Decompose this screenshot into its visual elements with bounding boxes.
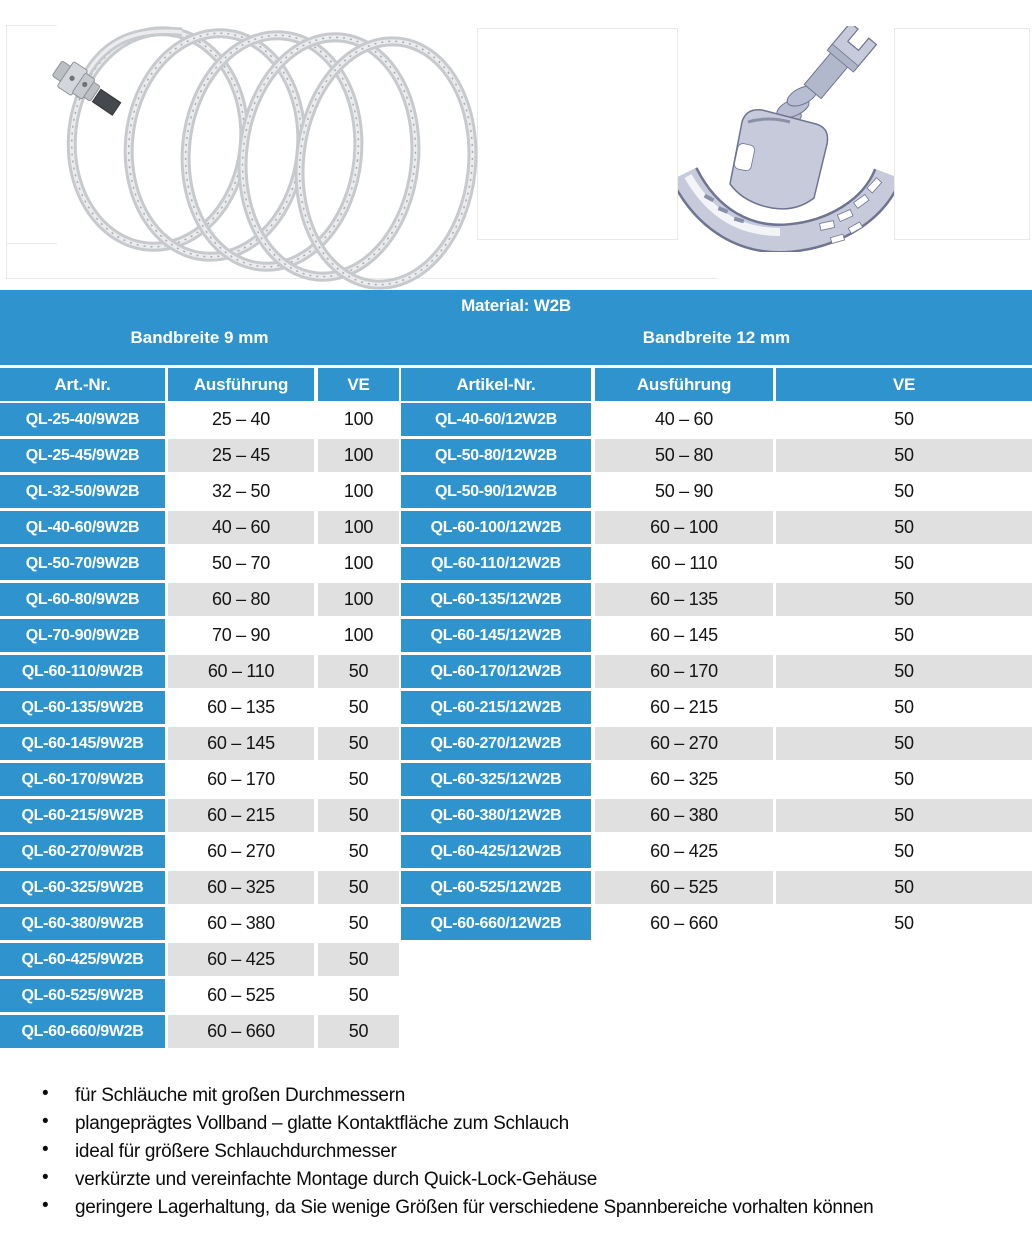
clamping-range-cell: 60 – 380 bbox=[595, 799, 773, 832]
article-number-cell: QL-50-90/12W2B bbox=[401, 475, 591, 508]
table-row bbox=[401, 439, 1032, 472]
article-number-cell: QL-40-60/12W2B bbox=[401, 403, 591, 436]
table-row bbox=[401, 403, 1032, 436]
table-bandwidth-12mm bbox=[401, 368, 1032, 943]
packaging-unit-cell: 50 bbox=[318, 763, 399, 796]
clamping-range-cell: 60 – 525 bbox=[595, 871, 773, 904]
article-number-cell: QL-60-525/12W2B bbox=[401, 871, 591, 904]
column-header-row bbox=[401, 368, 1032, 401]
table-row bbox=[401, 727, 1032, 760]
article-number-cell: QL-60-270/9W2B bbox=[0, 835, 165, 868]
article-number-cell: QL-60-425/9W2B bbox=[0, 943, 165, 976]
clamping-range-cell: 60 – 525 bbox=[168, 979, 314, 1012]
clamping-range-cell: 60 – 170 bbox=[168, 763, 314, 796]
table-row bbox=[0, 691, 399, 724]
feature-text: geringere Lagerhaltung, da Sie wenige Größen für verschiedene Spannbereiche vorhalten können bbox=[75, 1197, 874, 1218]
packaging-unit-cell: 50 bbox=[776, 439, 1032, 472]
clamping-range-cell: 60 – 100 bbox=[595, 511, 773, 544]
clamping-range-cell: 60 – 135 bbox=[168, 691, 314, 724]
feature-item bbox=[36, 1195, 996, 1218]
article-number-cell: QL-70-90/9W2B bbox=[0, 619, 165, 652]
article-number-cell: QL-60-170/12W2B bbox=[401, 655, 591, 688]
band-clamp-image bbox=[30, 5, 490, 290]
clamping-range-cell: 60 – 80 bbox=[168, 583, 314, 616]
article-number-cell: QL-60-380/12W2B bbox=[401, 799, 591, 832]
article-number-cell: QL-32-50/9W2B bbox=[0, 475, 165, 508]
table-row bbox=[0, 799, 399, 832]
clamping-range-cell: 60 – 215 bbox=[595, 691, 773, 724]
packaging-unit-cell: 50 bbox=[776, 547, 1032, 580]
packaging-unit-cell: 100 bbox=[318, 403, 399, 436]
column-header: VE bbox=[776, 368, 1032, 401]
empty-frame-middle bbox=[477, 28, 678, 240]
article-number-cell: QL-60-145/12W2B bbox=[401, 619, 591, 652]
bullet-icon: • bbox=[42, 1195, 49, 1216]
table-row bbox=[0, 763, 399, 796]
clamping-range-cell: 60 – 110 bbox=[595, 547, 773, 580]
clamping-range-cell: 60 – 325 bbox=[168, 871, 314, 904]
packaging-unit-cell: 50 bbox=[776, 475, 1032, 508]
article-number-cell: QL-60-660/12W2B bbox=[401, 907, 591, 940]
table-row bbox=[401, 475, 1032, 508]
table-row bbox=[401, 691, 1032, 724]
bullet-icon: • bbox=[42, 1167, 49, 1188]
table-row bbox=[401, 547, 1032, 580]
clamping-range-cell: 60 – 110 bbox=[168, 655, 314, 688]
packaging-unit-cell: 50 bbox=[318, 1015, 399, 1048]
clamping-range-cell: 60 – 215 bbox=[168, 799, 314, 832]
bullet-icon: • bbox=[42, 1111, 49, 1132]
table-row bbox=[401, 619, 1032, 652]
table-row bbox=[0, 511, 399, 544]
article-number-cell: QL-60-215/9W2B bbox=[0, 799, 165, 832]
packaging-unit-cell: 50 bbox=[776, 655, 1032, 688]
packaging-unit-cell: 100 bbox=[318, 511, 399, 544]
clamping-range-cell: 60 – 425 bbox=[168, 943, 314, 976]
product-images-section bbox=[0, 0, 1032, 290]
frame-left-edge bbox=[6, 25, 7, 278]
article-number-cell: QL-60-145/9W2B bbox=[0, 727, 165, 760]
column-header: Artikel-Nr. bbox=[401, 368, 591, 401]
table-row bbox=[0, 475, 399, 508]
packaging-unit-cell: 100 bbox=[318, 583, 399, 616]
table-row bbox=[0, 403, 399, 436]
cad-screw bbox=[804, 26, 876, 99]
feature-text: ideal für größere Schlauchdurchmesser bbox=[75, 1141, 397, 1162]
packaging-unit-cell: 50 bbox=[776, 583, 1032, 616]
article-number-cell: QL-60-270/12W2B bbox=[401, 727, 591, 760]
article-number-cell: QL-60-380/9W2B bbox=[0, 907, 165, 940]
packaging-unit-cell: 50 bbox=[776, 403, 1032, 436]
packaging-unit-cell: 50 bbox=[318, 691, 399, 724]
article-number-cell: QL-60-100/12W2B bbox=[401, 511, 591, 544]
cad-housing-body bbox=[730, 110, 828, 209]
article-number-cell: QL-60-425/12W2B bbox=[401, 835, 591, 868]
clamping-range-cell: 60 – 380 bbox=[168, 907, 314, 940]
clamping-range-cell: 40 – 60 bbox=[168, 511, 314, 544]
group-header-9mm: Bandbreite 9 mm bbox=[130, 328, 269, 347]
clamping-range-cell: 25 – 45 bbox=[168, 439, 314, 472]
column-header: Art.-Nr. bbox=[0, 368, 165, 401]
packaging-unit-cell: 50 bbox=[776, 763, 1032, 796]
table-row bbox=[401, 907, 1032, 940]
article-number-cell: QL-60-135/9W2B bbox=[0, 691, 165, 724]
clamping-range-cell: 60 – 660 bbox=[595, 907, 773, 940]
table-title-band bbox=[0, 290, 1032, 365]
empty-frame-right bbox=[894, 28, 1030, 240]
article-number-cell: QL-50-80/12W2B bbox=[401, 439, 591, 472]
column-header: Ausführung bbox=[168, 368, 314, 401]
clamping-range-cell: 50 – 90 bbox=[595, 475, 773, 508]
packaging-unit-cell: 100 bbox=[318, 547, 399, 580]
packaging-unit-cell: 50 bbox=[776, 727, 1032, 760]
clamping-range-cell: 60 – 135 bbox=[595, 583, 773, 616]
table-bandwidth-9mm bbox=[0, 368, 399, 1051]
feature-text: verkürzte und vereinfachte Montage durch Quick-Lock-Gehäuse bbox=[75, 1169, 597, 1190]
packaging-unit-cell: 50 bbox=[318, 871, 399, 904]
packaging-unit-cell: 50 bbox=[776, 691, 1032, 724]
feature-text: plangeprägtes Vollband – glatte Kontaktfläche zum Schlauch bbox=[75, 1113, 569, 1134]
clamp-band-coils bbox=[61, 23, 484, 290]
article-number-cell: QL-60-325/12W2B bbox=[401, 763, 591, 796]
packaging-unit-cell: 50 bbox=[318, 799, 399, 832]
table-row bbox=[401, 763, 1032, 796]
clamping-range-cell: 50 – 70 bbox=[168, 547, 314, 580]
group-header-12mm: Bandbreite 12 mm bbox=[642, 328, 791, 347]
table-row bbox=[0, 943, 399, 976]
feature-item bbox=[36, 1083, 996, 1106]
packaging-unit-cell: 50 bbox=[318, 835, 399, 868]
clamping-range-cell: 60 – 425 bbox=[595, 835, 773, 868]
clamping-range-cell: 60 – 270 bbox=[168, 835, 314, 868]
packaging-unit-cell: 50 bbox=[318, 727, 399, 760]
feature-item bbox=[36, 1167, 996, 1190]
clamping-range-cell: 60 – 660 bbox=[168, 1015, 314, 1048]
bandwidth-group-headers bbox=[0, 328, 1032, 348]
clamping-range-cell: 70 – 90 bbox=[168, 619, 314, 652]
packaging-unit-cell: 100 bbox=[318, 619, 399, 652]
clamping-range-cell: 40 – 60 bbox=[595, 403, 773, 436]
table-row bbox=[0, 1015, 399, 1048]
table-row bbox=[0, 547, 399, 580]
packaging-unit-cell: 50 bbox=[318, 655, 399, 688]
article-number-cell: QL-60-80/9W2B bbox=[0, 583, 165, 616]
housing-cad-image bbox=[678, 26, 894, 252]
packaging-unit-cell: 50 bbox=[776, 871, 1032, 904]
clamping-range-cell: 60 – 170 bbox=[595, 655, 773, 688]
bullet-icon: • bbox=[42, 1139, 49, 1160]
packaging-unit-cell: 100 bbox=[318, 439, 399, 472]
table-row bbox=[0, 871, 399, 904]
article-number-cell: QL-60-110/12W2B bbox=[401, 547, 591, 580]
packaging-unit-cell: 50 bbox=[776, 619, 1032, 652]
table-row bbox=[0, 583, 399, 616]
feature-text: für Schläuche mit großen Durchmessern bbox=[75, 1085, 405, 1106]
packaging-unit-cell: 50 bbox=[776, 511, 1032, 544]
clamping-range-cell: 60 – 145 bbox=[168, 727, 314, 760]
article-number-cell: QL-25-40/9W2B bbox=[0, 403, 165, 436]
article-number-cell: QL-60-170/9W2B bbox=[0, 763, 165, 796]
table-row bbox=[0, 835, 399, 868]
table-row bbox=[401, 583, 1032, 616]
clamping-range-cell: 32 – 50 bbox=[168, 475, 314, 508]
table-row bbox=[401, 871, 1032, 904]
article-number-cell: QL-40-60/9W2B bbox=[0, 511, 165, 544]
packaging-unit-cell: 100 bbox=[318, 475, 399, 508]
clamping-range-cell: 50 – 80 bbox=[595, 439, 773, 472]
clamping-range-cell: 25 – 40 bbox=[168, 403, 314, 436]
table-row bbox=[0, 655, 399, 688]
article-number-cell: QL-60-325/9W2B bbox=[0, 871, 165, 904]
packaging-unit-cell: 50 bbox=[776, 907, 1032, 940]
packaging-unit-cell: 50 bbox=[318, 979, 399, 1012]
article-number-cell: QL-60-215/12W2B bbox=[401, 691, 591, 724]
feature-item bbox=[36, 1139, 996, 1162]
feature-list bbox=[36, 1083, 996, 1226]
article-number-cell: QL-60-110/9W2B bbox=[0, 655, 165, 688]
article-number-cell: QL-60-135/12W2B bbox=[401, 583, 591, 616]
material-header: Material: W2B bbox=[461, 296, 571, 315]
table-row bbox=[0, 727, 399, 760]
packaging-unit-cell: 50 bbox=[318, 907, 399, 940]
table-row bbox=[401, 835, 1032, 868]
bullet-icon: • bbox=[42, 1083, 49, 1104]
table-row bbox=[0, 439, 399, 472]
clamping-range-cell: 60 – 325 bbox=[595, 763, 773, 796]
article-number-cell: QL-60-525/9W2B bbox=[0, 979, 165, 1012]
article-number-cell: QL-50-70/9W2B bbox=[0, 547, 165, 580]
clamping-range-cell: 60 – 270 bbox=[595, 727, 773, 760]
table-row bbox=[0, 979, 399, 1012]
feature-item bbox=[36, 1111, 996, 1134]
packaging-unit-cell: 50 bbox=[318, 943, 399, 976]
table-row bbox=[401, 655, 1032, 688]
table-row bbox=[0, 907, 399, 940]
column-header-row bbox=[0, 368, 399, 401]
column-header: VE bbox=[318, 368, 399, 401]
table-row bbox=[0, 619, 399, 652]
table-row bbox=[401, 511, 1032, 544]
column-header: Ausführung bbox=[595, 368, 773, 401]
article-number-cell: QL-25-45/9W2B bbox=[0, 439, 165, 472]
table-row bbox=[401, 799, 1032, 832]
packaging-unit-cell: 50 bbox=[776, 835, 1032, 868]
packaging-unit-cell: 50 bbox=[776, 799, 1032, 832]
article-number-cell: QL-60-660/9W2B bbox=[0, 1015, 165, 1048]
clamping-range-cell: 60 – 145 bbox=[595, 619, 773, 652]
